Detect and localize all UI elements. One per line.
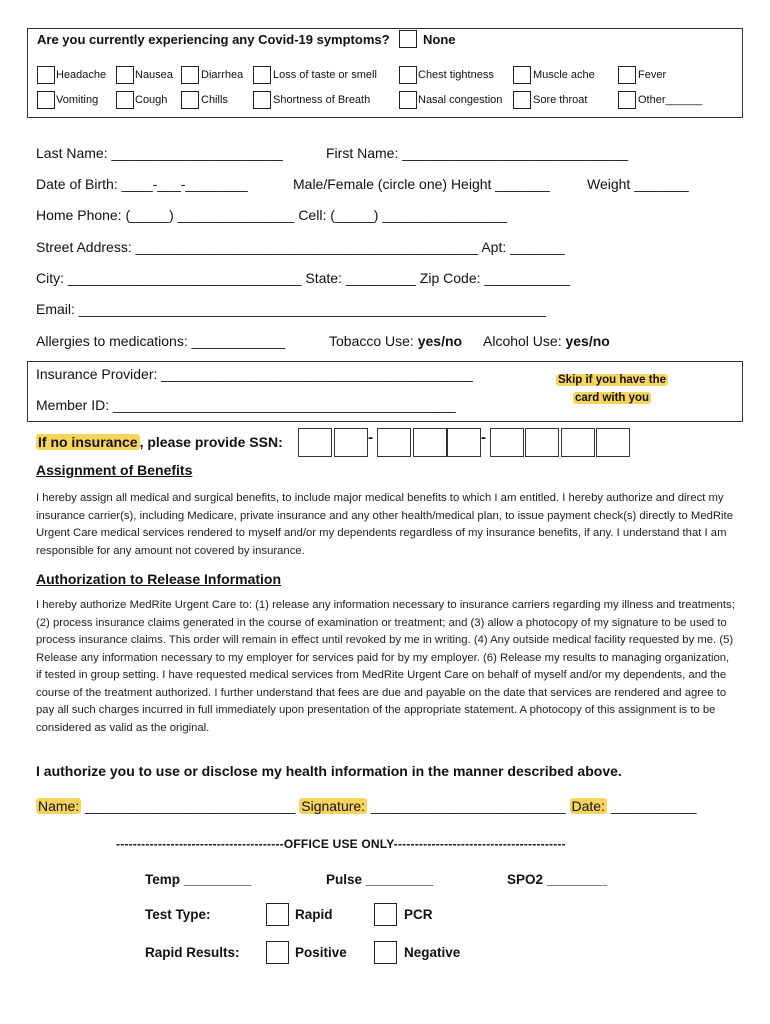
cough-label: Cough: [135, 94, 168, 106]
nausea-label: Nausea: [135, 69, 173, 81]
loss-of-taste-label: Loss of taste or smell: [273, 69, 377, 81]
headache-label: Headache: [56, 69, 107, 81]
sex-height-field[interactable]: Male/Female (circle one) Height _______: [293, 176, 550, 192]
test-type-label: Test Type:: [145, 907, 211, 922]
none-checkbox[interactable]: [399, 30, 417, 48]
alcohol-value[interactable]: yes/no: [565, 333, 610, 349]
rapid-label: Rapid: [295, 907, 333, 922]
insurance-provider-field[interactable]: Insurance Provider: ________________________________________: [36, 366, 473, 382]
headache-checkbox[interactable]: [37, 66, 55, 84]
allergies-field[interactable]: Allergies to medications: ____________: [36, 333, 286, 349]
benefits-heading: Assignment of Benefits: [36, 462, 193, 478]
rapid-checkbox[interactable]: [266, 903, 289, 926]
last-name-field[interactable]: Last Name: ______________________: [36, 145, 283, 161]
authorization-heading: Authorization to Release Information: [36, 571, 282, 587]
sore-throat-label: Sore throat: [533, 94, 588, 106]
weight-field[interactable]: Weight _______: [587, 176, 689, 192]
ssn-label-highlight: If no insurance: [38, 434, 138, 450]
ssn-dash-1: -: [368, 429, 373, 446]
chills-label: Chills: [201, 94, 228, 106]
ssn-digit-3[interactable]: [377, 428, 411, 457]
name-line[interactable]: ___________________________: [81, 798, 300, 814]
diarrhea-label: Diarrhea: [201, 69, 244, 81]
city-field[interactable]: City: ______________________________ State: _________ Zip Code: ___________: [36, 270, 571, 286]
authorization-text: I hereby authorize MedRite Urgent Care to: (1) release any information necessary to insurance carriers regarding my illness and treatments; (2) process insurance claims generated in the course of examination or treatment; and (3) allow a photocopy of my signature to be used to process insurance claims. This order will remain in effect until revoked by me in writing. (4) Any outside medical facility requested by me. (5) Release any information necessary to my employer for services paid for by my employer. (6) Release my results to managing organization, if tested in group setting. I have requested medical services from MedRite Urgent Care on behalf of myself and/or my dependents, and the course of the treatment authorized. I further understand that fees are due and payable on the date that services are rendered and agree to pay all such charges incurred in full immediately upon presentation of the appropriate statement. A photocopy of this assignment is to be considered as valid as the original.: [36, 599, 735, 734]
chest-tightness-label: Chest tightness: [418, 69, 494, 81]
other-label[interactable]: Other______: [638, 94, 703, 106]
date-label: Date:: [571, 798, 605, 814]
benefits-text: I hereby assign all medical and surgical benefits, to include major medical benefits to which I am entitled. I hereby authorize and direct my insurance carrier(s), including Medicare, private insurance and any other health/medical plan, to issue payment check(s) directly to MedRite Urgent Care medical services rendered to myself and/or my dependents regardless of my insurance benefits, if any. I understand that I am responsible for any amount not covered by insurance.: [36, 492, 733, 557]
dob-field[interactable]: Date of Birth: ____-___-________: [36, 176, 248, 192]
diarrhea-checkbox[interactable]: [181, 66, 199, 84]
symptoms-question: Are you currently experiencing any Covid-19 symptoms?: [37, 32, 390, 47]
chills-checkbox[interactable]: [181, 91, 199, 109]
fever-checkbox[interactable]: [618, 66, 636, 84]
vomiting-label: Vomiting: [56, 94, 99, 106]
nausea-checkbox[interactable]: [116, 66, 134, 84]
ssn-digit-4[interactable]: [413, 428, 447, 457]
ssn-label: [36, 434, 283, 450]
rapid-results-label: Rapid Results:: [145, 945, 240, 960]
date-line[interactable]: ___________: [606, 798, 697, 814]
vomiting-checkbox[interactable]: [37, 91, 55, 109]
cough-checkbox[interactable]: [116, 91, 134, 109]
pcr-checkbox[interactable]: [374, 903, 397, 926]
member-id-field[interactable]: Member ID: ____________________________________________: [36, 397, 456, 413]
sore-throat-checkbox[interactable]: [513, 91, 531, 109]
pcr-label: PCR: [404, 907, 433, 922]
temp-field[interactable]: Temp _________: [145, 872, 252, 887]
first-name-field[interactable]: First Name: _____________________________: [326, 145, 629, 161]
negative-checkbox[interactable]: [374, 941, 397, 964]
fever-label: Fever: [638, 69, 667, 81]
skip-note-line1: Skip if you have the: [558, 374, 666, 386]
street-field[interactable]: Street Address: ____________________________________________ Apt: _______: [36, 239, 565, 255]
signature-label: Signature:: [301, 798, 366, 814]
signature-line[interactable]: _________________________: [367, 798, 570, 814]
nasal-congestion-checkbox[interactable]: [399, 91, 417, 109]
shortness-of-breath-label: Shortness of Breath: [273, 94, 371, 106]
alcohol-use[interactable]: [483, 333, 610, 349]
ssn-digit-1[interactable]: [298, 428, 332, 457]
ssn-dash-2: -: [481, 429, 486, 446]
name-label: Name:: [38, 798, 80, 814]
none-label: None: [423, 32, 456, 47]
ssn-digit-6[interactable]: [490, 428, 524, 457]
muscle-ache-checkbox[interactable]: [513, 66, 531, 84]
other-checkbox[interactable]: [618, 91, 636, 109]
loss-of-taste-checkbox[interactable]: [253, 66, 271, 84]
ssn-digit-7[interactable]: [525, 428, 559, 457]
tobacco-label: Tobacco Use:: [329, 333, 414, 349]
tobacco-use[interactable]: [329, 333, 462, 349]
alcohol-label: Alcohol Use:: [483, 333, 562, 349]
ssn-digit-5[interactable]: [447, 428, 481, 457]
ssn-digit-2[interactable]: [334, 428, 368, 457]
ssn-digit-9[interactable]: [596, 428, 630, 457]
tobacco-value[interactable]: yes/no: [417, 333, 463, 349]
authorization-statement: I authorize you to use or disclose my health information in the manner described above.: [36, 763, 622, 779]
office-use-banner: ----------------------------------------OFFICE USE ONLY-----------------------------------------: [116, 837, 566, 851]
muscle-ache-label: Muscle ache: [533, 69, 595, 81]
skip-note: [553, 371, 671, 407]
ssn-label-rest: , please provide SSN:: [139, 434, 283, 450]
negative-label: Negative: [404, 945, 461, 960]
spo2-field[interactable]: SPO2 ________: [507, 872, 607, 887]
nasal-congestion-label: Nasal congestion: [418, 94, 503, 106]
positive-checkbox[interactable]: [266, 941, 289, 964]
signature-row: [36, 798, 697, 814]
pulse-field[interactable]: Pulse _________: [326, 872, 434, 887]
skip-note-line2: card with you: [574, 392, 650, 404]
ssn-digit-8[interactable]: [561, 428, 595, 457]
chest-tightness-checkbox[interactable]: [399, 66, 417, 84]
shortness-of-breath-checkbox[interactable]: [253, 91, 271, 109]
email-field[interactable]: Email: ____________________________________________________________: [36, 301, 546, 317]
phone-field[interactable]: Home Phone: (_____) _______________ Cell: (_____) ________________: [36, 207, 507, 223]
positive-label: Positive: [295, 945, 347, 960]
